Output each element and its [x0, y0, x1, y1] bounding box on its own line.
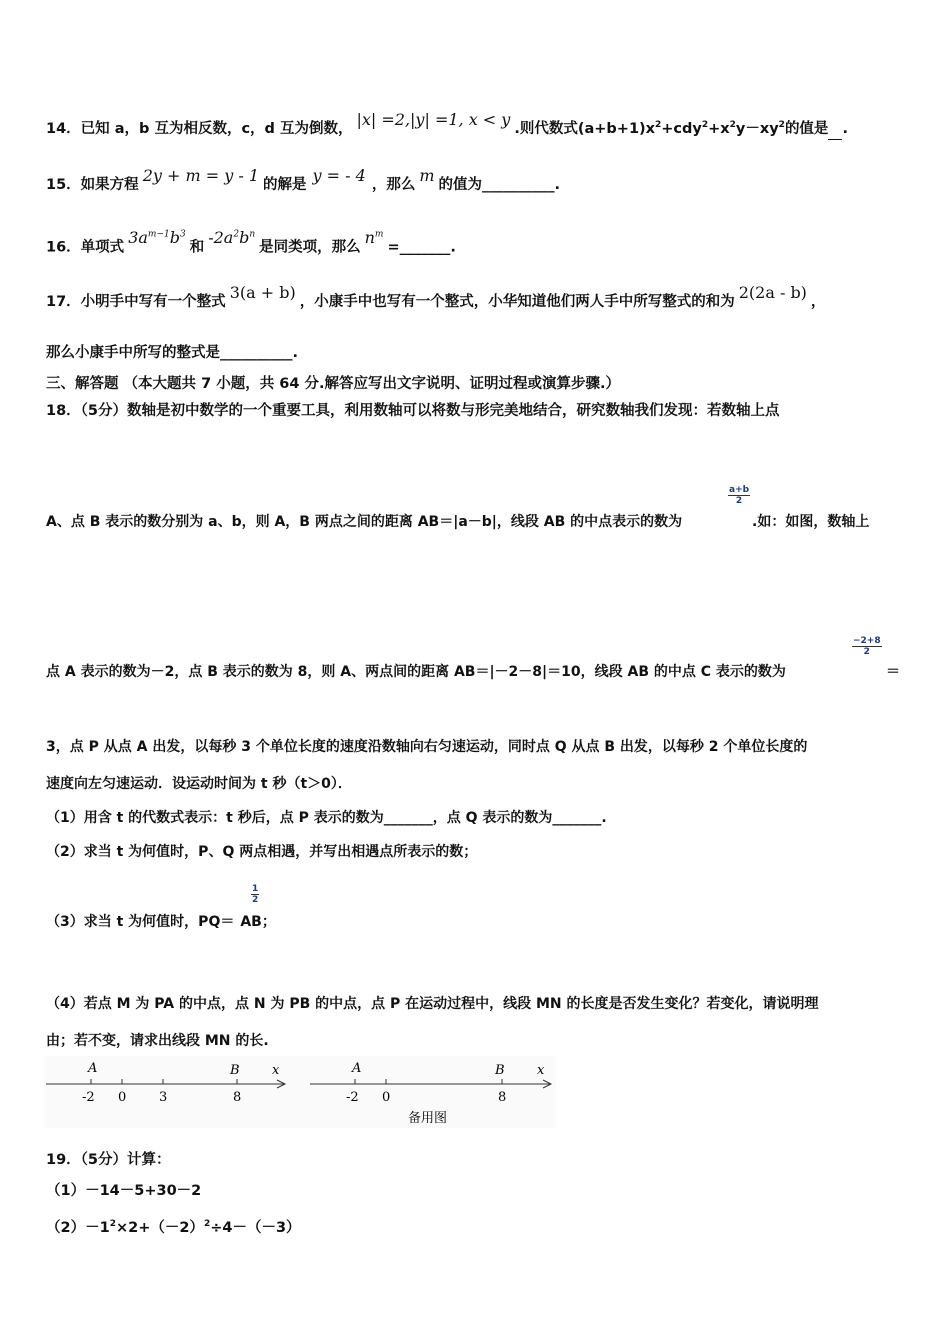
q19-part-2c: ÷4－（－3） — [210, 1219, 301, 1236]
q14-sup: 2 — [729, 120, 736, 130]
q16-t2-b-exp: n — [249, 230, 256, 240]
axis-1-tick-label: 3 — [159, 1090, 168, 1105]
axis-1-label-b: B — [230, 1063, 240, 1078]
frac3-den: 2 — [252, 895, 259, 905]
q14-sup: 2 — [701, 120, 709, 130]
q19-part-2 — [46, 1214, 301, 1238]
question-19: 19．（5分）计算： — [46, 1152, 171, 1168]
q18-part-3a: （3）求当 t 为何值时，PQ＝ — [46, 914, 235, 930]
q15-solution: y = - 4 — [312, 166, 366, 185]
question-17 — [46, 283, 826, 312]
q17-lead: 17．小明手中写有一个整式 — [46, 294, 226, 310]
q18-line-4: 3，点 P 从点 A 出发，以每秒 3 个单位长度的速度沿数轴向右匀速运动，同时点 Q 从点 B 出发，以每秒 2 个单位长度的 — [46, 739, 808, 755]
q14-sup: 2 — [778, 120, 785, 130]
axis-2-label-x: x — [537, 1063, 545, 1078]
q14-expression-2: +cdy — [661, 120, 702, 137]
q18-example-fraction — [852, 636, 882, 657]
q14-expression-5: 的值是 — [784, 120, 829, 137]
number-line-figure — [44, 1056, 556, 1128]
q17-expression-1: 3(a + b) — [229, 283, 296, 302]
frac1-den: 2 — [735, 496, 743, 506]
q18-line-3: 点 A 表示的数为－2，点 B 表示的数为 8，则 A、两点间的距离 AB＝|－2－8|＝10，线段 AB 的中点 C 表示的数为 — [46, 664, 786, 680]
q16-t2: -2a — [208, 228, 234, 248]
frac2-den: 2 — [863, 647, 870, 657]
q18-line-1: 18．（5分）数轴是初中数学的一个重要工具，利用数轴可以将数与形完美地结合，研究数轴我们发现：若数轴上点 — [46, 403, 780, 419]
q16-t1: 3a — [128, 228, 148, 248]
q15-mid2: ，那么 — [371, 177, 416, 193]
q17-expression-2: 2(2a - b) — [738, 283, 807, 302]
q14-blank — [828, 119, 842, 140]
q18-line-2a: A、点 B 表示的数分别为 a、b，则 A，B 两点之间的距离 AB＝|a－b|，线段 AB 的中点表示的数为 — [46, 514, 683, 530]
q16-t1-b: b — [169, 228, 180, 248]
q18-part-4: （4）若点 M 为 PA 的中点，点 N 为 PB 的中点，点 P 在运动过程中，线段 MN 的长度是否发生变化？若变化，请说明理 — [46, 996, 819, 1012]
q14-expression-4: y－xy — [735, 120, 779, 137]
q16-t2-b: b — [239, 228, 250, 248]
frac3-num: 1 — [252, 884, 259, 894]
q19-part-1: （1）－14－5+30－2 — [46, 1183, 202, 1199]
q14-expression-3: +x — [708, 120, 730, 137]
axis-2-label-a: A — [352, 1061, 362, 1076]
question-17-line-2: 那么小康手中所写的整式是__________. — [46, 345, 299, 361]
q19-part-2b: ×2+（－2） — [115, 1219, 204, 1236]
q16-monomial-2 — [208, 228, 255, 247]
q18-part-4-line-2: 由；若不变，请求出线段 MN 的长. — [46, 1033, 269, 1049]
q14-math-condition: |x| =2,|y| =1, x < y — [356, 109, 511, 129]
q15-lead: 15．如果方程 — [46, 177, 139, 193]
q16-n: n — [364, 228, 375, 248]
q18-line-5: 速度向左匀速运动．设运动时间为 t 秒（t＞0）． — [46, 776, 352, 792]
q14-text: 14．已知 a，b 互为相反数，c，d 互为倒数， — [46, 120, 353, 137]
axis-2-tick-label: -2 — [346, 1090, 359, 1105]
q18-line-2 — [46, 512, 682, 532]
frac2-num: −2+8 — [853, 636, 881, 646]
q14-expression: .则代数式(a+b+1)x — [514, 120, 656, 137]
q16-t1-b-exp: 3 — [179, 230, 186, 240]
q14-end: . — [842, 120, 848, 137]
q15-equation: 2y + m = y - 1 — [142, 166, 260, 185]
q18-line-3b: ＝ — [886, 664, 900, 680]
q16-t1-exp: m−1 — [147, 230, 170, 240]
axis-2-tick-label: 0 — [382, 1090, 391, 1105]
q19-exp: 2 — [109, 1219, 116, 1229]
q16-monomial-1 — [128, 228, 186, 247]
axis-1-tick-label: 0 — [118, 1090, 127, 1105]
q15-mid: 的解是 — [263, 177, 307, 193]
section-3-heading: 三、解答题 （本大题共 7 小题，共 64 分.解答应写出文字说明、证明过程或演算步骤.） — [46, 376, 621, 392]
axis-1-tick-label: -2 — [82, 1090, 95, 1105]
axis-1-tick-label: 8 — [233, 1090, 242, 1105]
q16-mid: 是同类项，那么 — [259, 239, 361, 256]
q16-tail: =_______. — [387, 239, 456, 256]
axis-1-label-x: x — [272, 1063, 280, 1078]
q18-part-1: （1）用含 t 的代数式表示：t 秒后，点 P 表示的数为_______，点 Q 表示的数为_______. — [46, 810, 607, 826]
q18-part-3 — [46, 912, 276, 932]
q16-and: 和 — [189, 239, 205, 256]
q18-midpoint-fraction — [728, 485, 750, 506]
question-16 — [46, 228, 456, 257]
q18-part-3b: AB； — [240, 914, 276, 930]
q14-sup: 2 — [655, 120, 662, 130]
q19-part-2a: （2）－1 — [46, 1219, 110, 1236]
q17-mid: ，小康手中也写有一个整式，小华知道他们两人手中所写整式的和为 — [299, 294, 735, 310]
q16-m: m — [374, 230, 384, 240]
q16-t2-exp: 2 — [233, 230, 240, 240]
q19-exp-2: 2 — [203, 1219, 211, 1229]
question-15 — [46, 166, 561, 195]
q15-tail: 的值为__________. — [438, 177, 561, 193]
frac1-num: a+b — [729, 485, 750, 495]
question-14 — [46, 109, 848, 140]
q16-lead: 16．单项式 — [46, 239, 125, 256]
axis-2-tick-label: 8 — [498, 1090, 507, 1105]
q18-half-fraction — [251, 884, 259, 905]
axis-1-label-a: A — [88, 1061, 98, 1076]
q18-part-2: （2）求当 t 为何值时，P、Q 两点相遇，并写出相遇点所表示的数； — [46, 844, 478, 860]
q17-comma: ， — [810, 294, 826, 310]
q16-power — [365, 228, 384, 247]
figure-caption: 备用图 — [408, 1111, 448, 1126]
axis-2-label-b: B — [495, 1063, 505, 1078]
q15-variable: m — [419, 166, 435, 185]
q18-line-2b: .如：如图，数轴上 — [752, 514, 870, 530]
